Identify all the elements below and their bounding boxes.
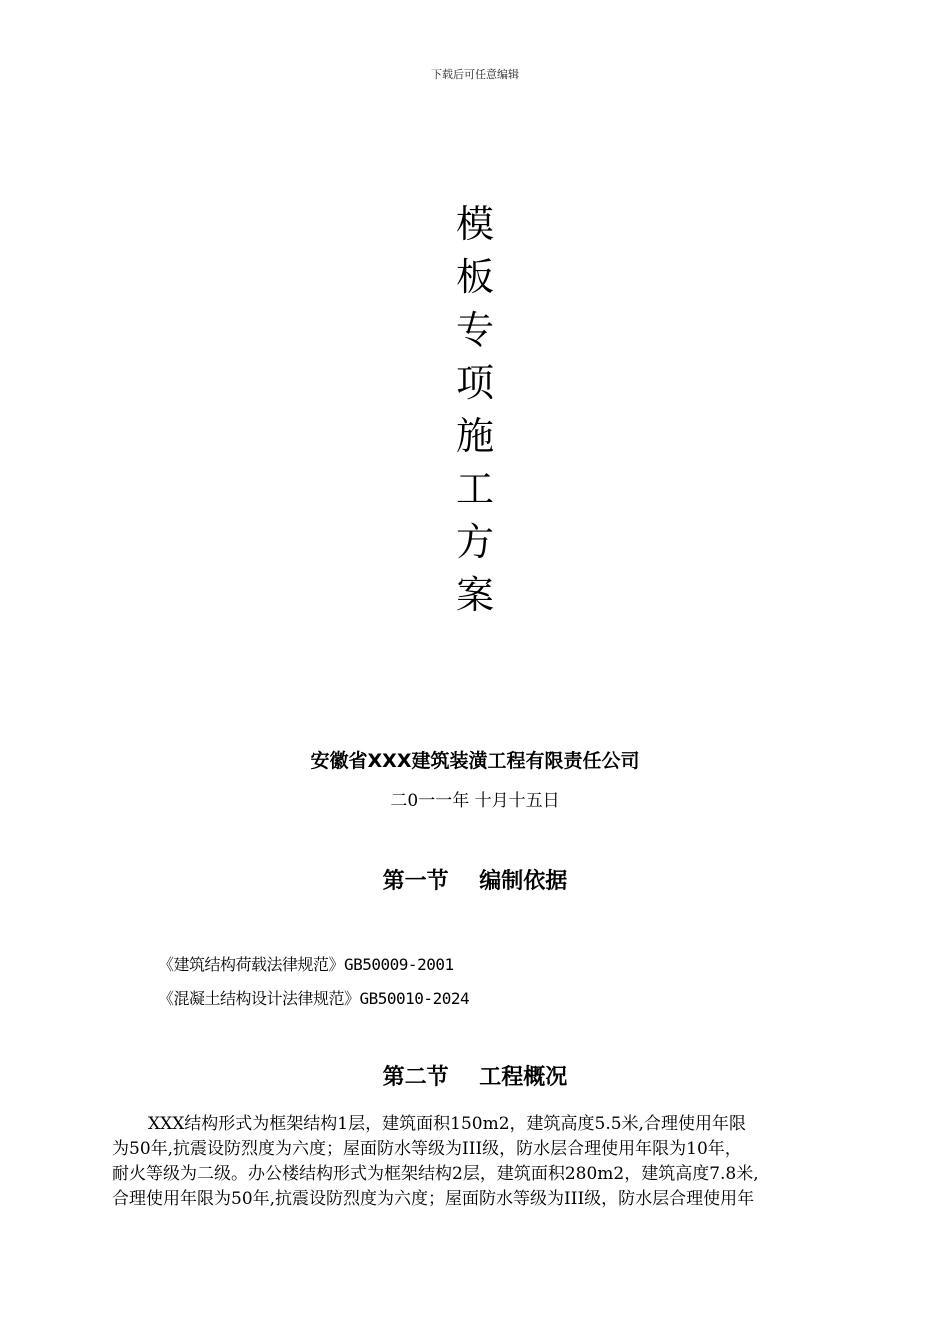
title-char: 案 xyxy=(455,573,494,617)
company-name: 安徽省XXX建筑装潢工程有限责任公司 xyxy=(310,750,640,772)
title-char: 方 xyxy=(455,520,494,564)
section-1-heading: 第一节 编制依据 xyxy=(382,869,568,894)
header-note: 下载后可任意编辑 xyxy=(431,68,519,81)
title-char: 工 xyxy=(455,467,494,511)
paragraph-line: XXX结构形式为框架结构1层，建筑面积150m2，建筑高度5.5米,合理使用年限 xyxy=(148,1114,746,1134)
paragraph-line: 合理使用年限为50年,抗震设防烈度为六度；屋面防水等级为III级，防水层合理使用年 xyxy=(112,1189,755,1209)
title-char: 板 xyxy=(455,255,494,299)
paragraph-line: 为50年,抗震设防烈度为六度；屋面防水等级为III级，防水层合理使用年限为10年， xyxy=(112,1139,742,1159)
reference-item: 《建筑结构荷载法律规范》GB50009-2001 xyxy=(158,955,454,974)
title-char: 施 xyxy=(455,414,494,458)
title-char: 模 xyxy=(455,202,494,246)
document-date: 二0一一年 十月十五日 xyxy=(390,791,560,811)
title-char: 项 xyxy=(455,361,494,405)
paragraph-line: 耐火等级为二级。办公楼结构形式为框架结构2层，建筑面积280m2，建筑高度7.8米, xyxy=(112,1164,759,1184)
document-title xyxy=(450,198,500,622)
section-2-heading: 第二节 工程概况 xyxy=(382,1065,568,1090)
project-overview-paragraph xyxy=(112,1112,840,1212)
title-char: 专 xyxy=(455,308,494,352)
reference-item: 《混凝土结构设计法律规范》GB50010-2024 xyxy=(158,989,470,1008)
